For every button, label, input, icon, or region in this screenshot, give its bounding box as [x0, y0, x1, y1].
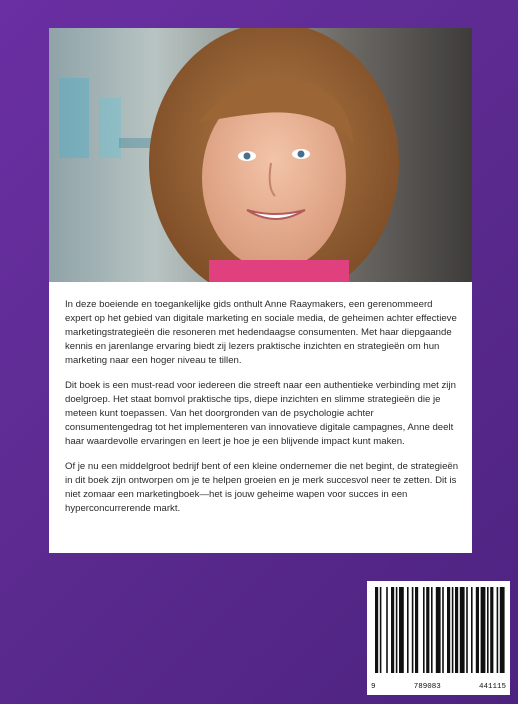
barcode-bar — [460, 587, 465, 673]
barcode-bar — [466, 587, 468, 673]
barcode-bar — [442, 587, 444, 673]
barcode-bar — [415, 587, 418, 673]
isbn-digit-group: 789083 — [413, 683, 441, 691]
blurb-paragraph-3: Of je nu een middelgroot bedrijf bent of een kleine ondernemer die net begint, de strategieën in dit boek zijn ontworpen om je te helpen groeien en je merk succesvol neer te zetten. Dit is niet zomaar een marketingboek—het is jouw geheime wapen voor succes in een hyperconcurrerende markt. — [65, 461, 459, 514]
isbn-number — [371, 683, 506, 691]
barcode-bar — [447, 587, 450, 673]
barcode-bar — [476, 587, 479, 673]
barcode-bar — [471, 587, 473, 673]
isbn-digit-group: 441115 — [478, 683, 506, 691]
barcode-bar — [396, 587, 398, 673]
barcode-bar — [487, 587, 489, 673]
barcode-bar — [380, 587, 382, 673]
barcode-bar — [436, 587, 441, 673]
content-panel — [49, 28, 472, 553]
barcode-bar — [375, 587, 378, 673]
barcode-bar — [407, 587, 409, 673]
author-photo — [49, 28, 472, 282]
blurb-paragraph-1: In deze boeiende en toegankelijke gids onthult Anne Raaymakers, een gerenommeerd expert op het gebied van digitale marketing en sociale media, de geheimen achter effectieve marketingstrategieën die resoneren met hedendaagse consumenten. Met haar diepgaande kennis en jarenlange ervaring biedt zij lezers praktische inzichten en strategieën om hun marketing naar een hoger niveau te tillen. — [65, 299, 457, 366]
barcode-bar — [500, 587, 505, 673]
barcode-bar — [481, 587, 486, 673]
barcode-bar — [423, 587, 425, 673]
barcode-bar — [497, 587, 499, 673]
barcode-bar — [399, 587, 404, 673]
barcode-bar — [455, 587, 458, 673]
barcode-bar — [386, 587, 388, 673]
back-cover-blurb — [65, 298, 461, 527]
barcode-bar — [452, 587, 454, 673]
barcode-bar — [391, 587, 394, 673]
isbn-digit-group: 9 — [371, 683, 376, 691]
isbn-barcode — [367, 581, 510, 695]
blurb-paragraph-2: Dit boek is een must-read voor iedereen die streeft naar een authentieke verbinding met zijn doelgroep. Het staat bomvol praktische tips, diepe inzichten en slimme strategieën die je meteen kunt toepassen. Van het doorgronden van de psychologie achter consumentengedrag tot het implementeren van innovatieve digitale campagnes, Anne deelt haar waardevolle ervaringen en leert je hoe je een blijvende impact kunt maken. — [65, 380, 456, 447]
barcode-bar — [431, 587, 433, 673]
barcode-bar — [490, 587, 493, 673]
barcode-bar — [426, 587, 429, 673]
barcode-bars — [367, 581, 510, 681]
barcode-bar — [412, 587, 414, 673]
